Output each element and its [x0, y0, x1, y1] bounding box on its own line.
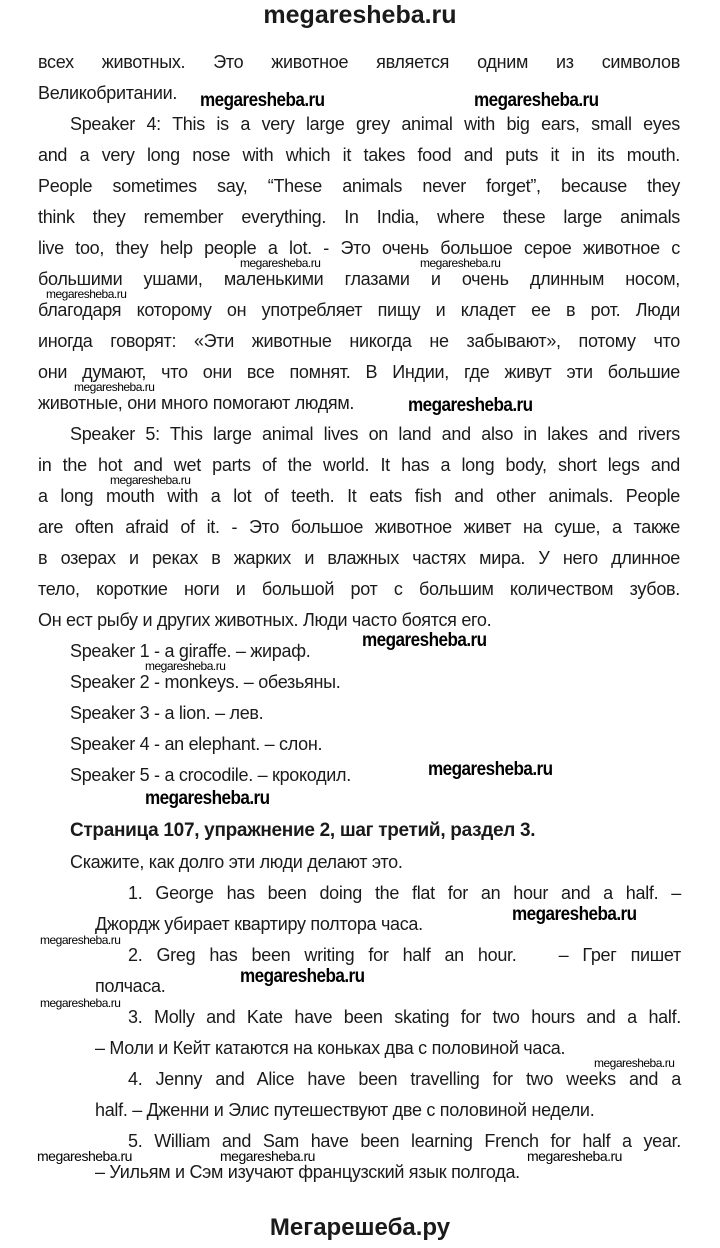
text-line: Speaker 4: This is a very large grey animal with big ears, small eyes [70, 114, 680, 134]
watermark: megaresheba.ru [428, 759, 553, 780]
text-line: Speaker 5: This large animal lives on land and also in lakes and rivers [70, 424, 680, 444]
answer-line: Speaker 1 - a giraffe. – жираф. [70, 641, 311, 661]
answer-line: Speaker 2 - monkeys. – обезьяны. [70, 672, 341, 692]
exercise-item-ru: – Уильям и Сэм изучают французский язык полгода. [95, 1162, 520, 1182]
watermark: megaresheba.ru [40, 933, 121, 947]
watermark: megaresheba.ru [145, 788, 270, 809]
text-line: иногда говорят: «Эти животные никогда не забывают», потому что [38, 331, 680, 351]
text-line: are often afraid of it. - Это большое животное живет на суше, а также [38, 517, 680, 537]
text-line: live too, they help people a lot. - Это очень большое серое животное с [38, 238, 680, 258]
site-footer: Мегарешеба.ру [269, 1214, 451, 1241]
watermark: megaresheba.ru [74, 380, 155, 394]
watermark: megaresheba.ru [200, 90, 325, 111]
text-line: в озерах и реках в жарких и влажных частях мира. У него длинное [38, 548, 680, 568]
watermark: megaresheba.ru [240, 966, 365, 987]
watermark: megaresheba.ru [527, 1148, 622, 1164]
text-line: in the hot and wet parts of the world. It has a long body, short legs and [38, 455, 680, 475]
answer-line: Speaker 3 - a lion. – лев. [70, 703, 264, 723]
text-line: People sometimes say, “These animals never forget”, because they [38, 176, 680, 196]
exercise-item-ru: полчаса. [95, 976, 166, 996]
exercise-item-en: 2. Greg has been writing for half an hour. – Грег пишет [128, 945, 681, 965]
watermark: megaresheba.ru [512, 904, 637, 925]
text-line: благодаря которому он употребляет пищу и кладет ее в рот. Люди [38, 300, 680, 320]
section-heading: Страница 107, упражнение 2, шаг третий, раздел 3. [70, 820, 536, 841]
text-line: Он ест рыбу и других животных. Люди часто боятся его. [38, 610, 492, 630]
text-line: они думают, что они все помнят. В Индии, где живут эти большие [38, 362, 680, 382]
watermark: megaresheba.ru [37, 1148, 132, 1164]
text-line: and a very long nose with which it takes food and puts it in its mouth. [38, 145, 680, 165]
exercise-item-en: 1. George has been doing the flat for an hour and a half. – [128, 883, 681, 903]
site-header: megaresheba.ru [263, 1, 457, 29]
text-line: всех животных. Это животное является одним из символов [38, 52, 680, 72]
watermark: megaresheba.ru [110, 473, 191, 487]
watermark: megaresheba.ru [362, 630, 487, 651]
answer-line: Speaker 5 - a crocodile. – крокодил. [70, 765, 351, 785]
text-line: большими ушами, маленькими глазами и очень длинным носом, [38, 269, 680, 289]
exercise-item-ru: Джордж убирает квартиру полтора часа. [95, 914, 423, 934]
watermark: megaresheba.ru [145, 659, 226, 673]
exercise-item-ru: half. – Дженни и Элис путешествуют две с половиной недели. [95, 1100, 595, 1120]
answer-line: Speaker 4 - an elephant. – слон. [70, 734, 323, 754]
exercise-item-en: 3. Molly and Kate have been skating for two hours and a half. [128, 1007, 681, 1027]
watermark: megaresheba.ru [240, 256, 321, 270]
watermark: megaresheba.ru [220, 1148, 315, 1164]
section-instruction: Скажите, как долго эти люди делают это. [70, 852, 403, 872]
text-line: Великобритании. [38, 83, 178, 103]
text-line: тело, короткие ноги и большой рот с большим количеством зубов. [38, 579, 680, 599]
watermark: megaresheba.ru [46, 287, 127, 301]
text-line: a long mouth with a lot of teeth. It eats fish and other animals. People [38, 486, 680, 506]
watermark: megaresheba.ru [408, 395, 533, 416]
watermark: megaresheba.ru [40, 996, 121, 1010]
watermark: megaresheba.ru [474, 90, 599, 111]
watermark: megaresheba.ru [420, 256, 501, 270]
text-line: think they remember everything. In India, where these large animals [38, 207, 680, 227]
exercise-item-en: 4. Jenny and Alice have been travelling for two weeks and a [128, 1069, 681, 1089]
exercise-item-ru: – Моли и Кейт катаются на коньках два с половиной часа. [95, 1038, 566, 1058]
watermark: megaresheba.ru [594, 1056, 675, 1070]
text-line: животные, они много помогают людям. [38, 393, 355, 413]
exercise-item-en: 5. William and Sam have been learning French for half a year. [128, 1131, 681, 1151]
